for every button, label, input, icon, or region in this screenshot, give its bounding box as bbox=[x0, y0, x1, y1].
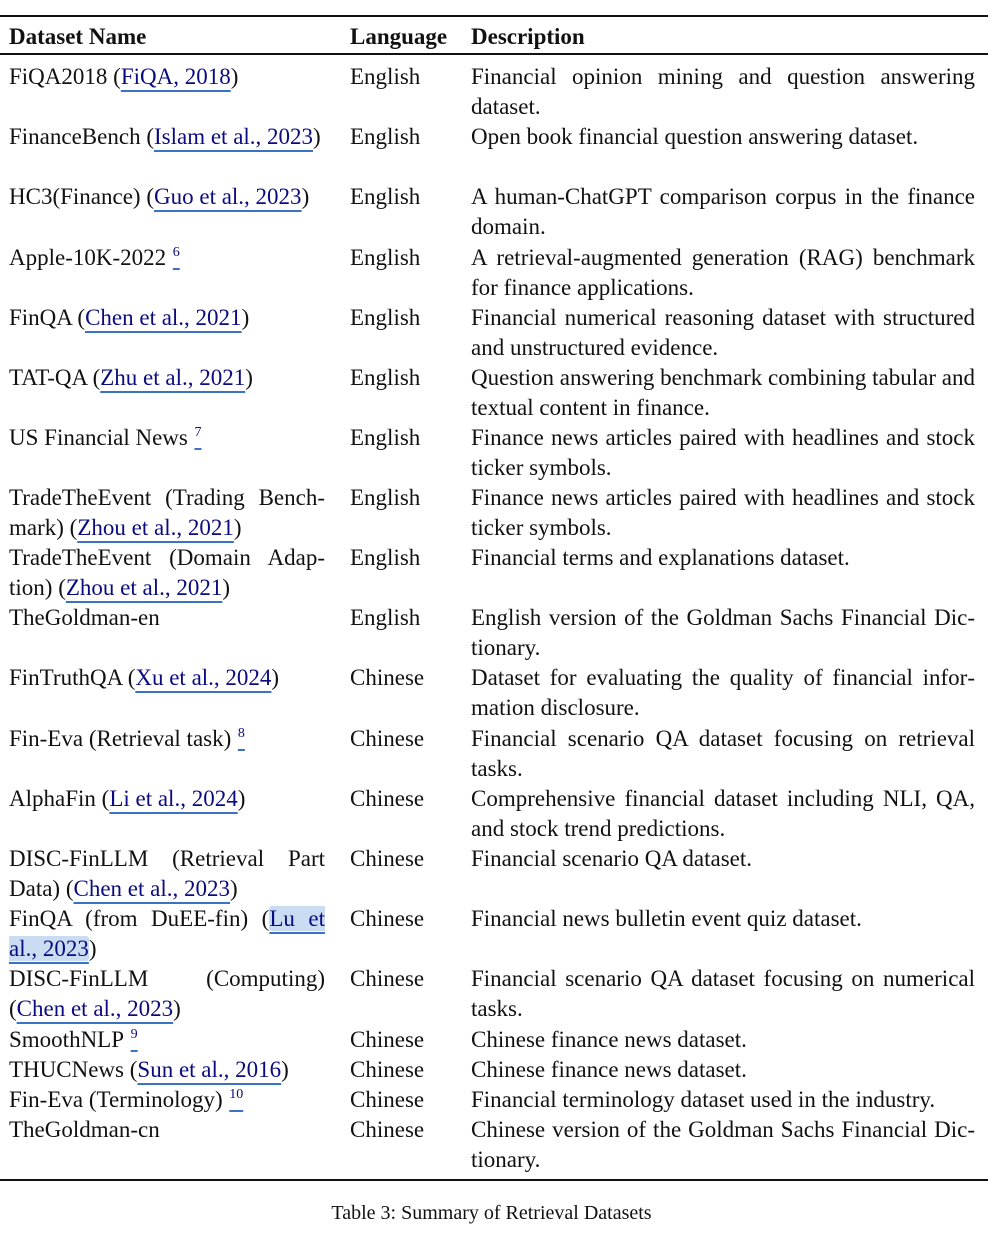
dataset-name-cell: FinQA (Chen et al., 2021) bbox=[9, 305, 250, 330]
dataset-name: DISC-FinLLM (Computing) bbox=[9, 966, 325, 991]
dataset-name: TAT-QA bbox=[9, 365, 93, 390]
footnote-link[interactable]: 9 bbox=[130, 1027, 138, 1042]
language-cell: Chinese bbox=[350, 1117, 425, 1142]
language-cell: English bbox=[350, 184, 421, 209]
citation-link[interactable]: Islam et al., 2023 bbox=[154, 124, 314, 149]
language-cell: English bbox=[350, 64, 421, 89]
dataset-name-cell bbox=[9, 724, 325, 754]
language-cell: Chinese bbox=[350, 1087, 425, 1112]
description-cell: Dataset for evaluating the quality of financial information disclosure. bbox=[471, 665, 975, 720]
citation-link[interactable]: Sun et al., 2016 bbox=[137, 1057, 282, 1082]
language-cell: English bbox=[350, 545, 421, 570]
citation-link[interactable]: Chen et al., 2023 bbox=[73, 876, 230, 901]
dataset-name: HC3(Finance) bbox=[9, 184, 147, 209]
dataset-name-cell bbox=[9, 423, 325, 453]
language-cell: Chinese bbox=[350, 966, 425, 991]
description-cell: English version of the Goldman Sachs Financial Dictionary. bbox=[471, 605, 975, 660]
citation-link[interactable]: Chen et al., 2021 bbox=[85, 305, 242, 330]
description-cell: Chinese finance news dataset. bbox=[471, 1027, 747, 1052]
language-cell: Chinese bbox=[350, 906, 425, 931]
dataset-name: FiQA2018 bbox=[9, 64, 114, 89]
description-cell: Chinese finance news dataset. bbox=[471, 1057, 747, 1082]
dataset-name-cell: AlphaFin (Li et al., 2024) bbox=[9, 786, 246, 811]
description-cell: Financial scenario QA dataset focusing on numerical tasks. bbox=[471, 966, 975, 1021]
description-cell: Financial terms and explanations dataset. bbox=[471, 545, 850, 570]
header-language: Language bbox=[350, 24, 448, 49]
description-cell: Finance news articles paired with headlines and stock ticker symbols. bbox=[471, 425, 975, 480]
dataset-name: FinanceBench bbox=[9, 124, 147, 149]
description-cell: Chinese version of the Goldman Sachs Financial Dictionary. bbox=[471, 1117, 975, 1172]
language-cell: Chinese bbox=[350, 726, 425, 751]
footnote-link[interactable]: 10 bbox=[229, 1087, 244, 1102]
citation-link[interactable]: Guo et al., 2023 bbox=[154, 184, 302, 209]
dataset-name-cell: FinQA (from DuEE-fin) (Lu et al., 2023) bbox=[9, 906, 325, 961]
dataset-name-cell: FinanceBench (Islam et al., 2023) bbox=[9, 124, 321, 149]
language-cell: English bbox=[350, 245, 421, 270]
language-cell: English bbox=[350, 124, 421, 149]
dataset-name-cell bbox=[9, 603, 325, 633]
dataset-name-cell: THUCNews (Sun et al., 2016) bbox=[9, 1057, 289, 1082]
language-cell: Chinese bbox=[350, 846, 425, 871]
description-cell: Financial scenario QA dataset focusing on retrieval tasks. bbox=[471, 726, 975, 781]
citation-link[interactable]: Zhu et al., 2021 bbox=[100, 365, 246, 390]
footnote-link[interactable]: 7 bbox=[194, 425, 202, 440]
citation-link[interactable]: FiQA, 2018 bbox=[120, 64, 231, 89]
dataset-name-cell: TradeTheEvent (Trading Benchmark) (Zhou et al., 2021) bbox=[9, 485, 325, 540]
citation-link[interactable]: Zhou et al., 2021 bbox=[65, 575, 223, 600]
table-top-rule bbox=[0, 15, 988, 17]
description-cell: Question answering benchmark combining tabular and textual content in finance. bbox=[471, 365, 975, 420]
dataset-name-cell: FinTruthQA (Xu et al., 2024) bbox=[9, 665, 280, 690]
language-cell: Chinese bbox=[350, 665, 425, 690]
dataset-name: TradeTheEvent (Domain Adaption) bbox=[9, 545, 325, 600]
description-cell: Financial numerical reasoning dataset with structured and unstructured evidence. bbox=[471, 305, 975, 360]
language-cell: English bbox=[350, 485, 421, 510]
description-cell: A retrieval-augmented generation (RAG) benchmark for finance applications. bbox=[471, 245, 975, 300]
dataset-name-cell bbox=[9, 243, 325, 273]
description-cell: Finance news articles paired with headlines and stock ticker symbols. bbox=[471, 485, 975, 540]
dataset-name-cell: TAT-QA (Zhu et al., 2021) bbox=[9, 365, 253, 390]
dataset-name: THUCNews bbox=[9, 1057, 130, 1082]
language-cell: English bbox=[350, 305, 421, 330]
dataset-name-cell bbox=[9, 1115, 325, 1145]
description-cell: Financial opinion mining and question answering dataset. bbox=[471, 64, 975, 119]
dataset-name: FinTruthQA bbox=[9, 665, 128, 690]
header-dataset-name: Dataset Name bbox=[9, 24, 147, 49]
citation-link[interactable]: Zhou et al., 2021 bbox=[77, 515, 234, 540]
dataset-name: TradeTheEvent (Trading Benchmark) bbox=[9, 485, 325, 540]
citation-link[interactable]: Li et al., 2024 bbox=[109, 786, 238, 811]
table-header-rule bbox=[0, 53, 988, 55]
language-cell: Chinese bbox=[350, 1027, 425, 1052]
dataset-name-cell: DISC-FinLLM (Retrieval Part Data) (Chen et al., 2023) bbox=[9, 846, 325, 901]
footnote-link[interactable]: 6 bbox=[172, 245, 180, 260]
language-cell: Chinese bbox=[350, 786, 425, 811]
dataset-name-cell: TradeTheEvent (Domain Adaption) (Zhou et al., 2021) bbox=[9, 545, 325, 600]
dataset-name-cell: HC3(Finance) (Guo et al., 2023) bbox=[9, 184, 310, 209]
dataset-name: Fin-Eva (Retrieval task) bbox=[9, 726, 232, 751]
description-cell: Comprehensive financial dataset including NLI, QA, and stock trend predictions. bbox=[471, 786, 975, 841]
footnote-link[interactable]: 8 bbox=[237, 726, 245, 741]
description-cell: Open book financial question answering dataset. bbox=[471, 124, 919, 149]
header-description: Description bbox=[471, 24, 585, 49]
description-cell: Financial terminology dataset used in the industry. bbox=[471, 1087, 936, 1112]
citation-link[interactable]: Chen et al., 2023 bbox=[16, 996, 174, 1021]
language-cell: English bbox=[350, 605, 421, 630]
dataset-name-cell: FiQA2018 (FiQA, 2018) bbox=[9, 64, 239, 89]
table-caption: Table 3: Summary of Retrieval Datasets bbox=[331, 1202, 652, 1224]
dataset-name-cell bbox=[9, 1025, 325, 1055]
table-bottom-rule bbox=[0, 1179, 988, 1181]
dataset-name: Apple-10K-2022 bbox=[9, 245, 167, 270]
dataset-name: DISC-FinLLM (Retrieval Part Data) bbox=[9, 846, 325, 901]
dataset-name: AlphaFin bbox=[9, 786, 102, 811]
dataset-name: TheGoldman-en bbox=[9, 605, 160, 630]
citation-link[interactable]: Xu et al., 2024 bbox=[135, 665, 272, 690]
language-cell: English bbox=[350, 425, 421, 450]
description-cell: A human-ChatGPT comparison corpus in the finance domain. bbox=[471, 184, 975, 239]
citation-link[interactable]: Lu et al., 2023 bbox=[9, 906, 325, 961]
dataset-name: SmoothNLP bbox=[9, 1027, 125, 1052]
language-cell: English bbox=[350, 365, 421, 390]
dataset-name: FinQA (from DuEE-fin) bbox=[9, 906, 262, 931]
dataset-name-cell bbox=[9, 1085, 325, 1115]
dataset-name: FinQA bbox=[9, 305, 78, 330]
description-cell: Financial scenario QA dataset. bbox=[471, 846, 753, 871]
language-cell: Chinese bbox=[350, 1057, 425, 1082]
dataset-name: US Financial News bbox=[9, 425, 188, 450]
description-cell: Financial news bulletin event quiz dataset. bbox=[471, 906, 862, 931]
dataset-name: Fin-Eva (Terminology) bbox=[9, 1087, 223, 1112]
dataset-name: TheGoldman-cn bbox=[9, 1117, 160, 1142]
dataset-name-cell: DISC-FinLLM (Computing) (Chen et al., 2023) bbox=[9, 966, 325, 1021]
